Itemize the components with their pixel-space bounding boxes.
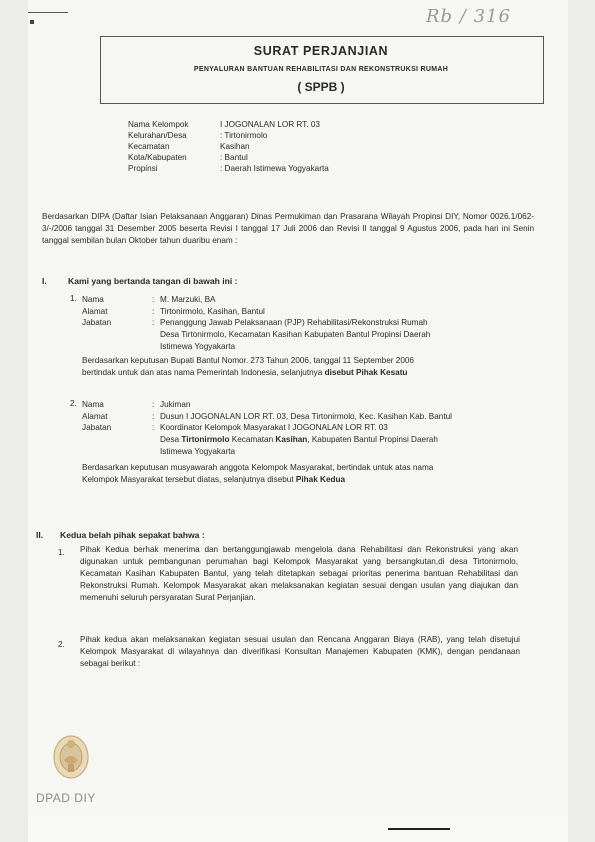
party-field-row xyxy=(82,317,428,329)
page-bottom xyxy=(28,815,568,842)
identity-label: Propinsi xyxy=(128,164,158,173)
party-basis: Berdasarkan keputusan Bupati Bantul Nomor. 273 Tahun 2006, tanggal 11 September 2006 xyxy=(82,356,414,365)
footer-rule xyxy=(388,828,450,830)
field-label: Nama xyxy=(82,400,104,409)
identity-row xyxy=(128,163,329,174)
identity-value: Kasihan xyxy=(220,142,250,151)
party-field-row xyxy=(82,306,265,318)
party-number: 2. xyxy=(70,399,77,408)
party-basis-line2 xyxy=(82,474,345,486)
group-identity-table xyxy=(128,119,329,174)
item-number: 2. xyxy=(58,640,65,649)
party-designation: Pihak Kedua xyxy=(295,475,346,484)
jabatan-text: Desa xyxy=(160,435,182,444)
party-number: 1. xyxy=(70,294,77,303)
party-basis: Berdasarkan keputusan musyawarah anggota Kelompok Masyarakat, bertindak untuk atas nama xyxy=(82,463,434,472)
basis-text: bertindak untuk dan atas nama Pemerintah Indonesia, selanjutnya xyxy=(82,368,325,377)
basis-text: Kelompok Masyarakat tersebut diatas, selanjutnya disebut xyxy=(82,475,296,484)
agreement-item: Pihak kedua akan melaksanakan kegiatan sesuai usulan dan Rencana Anggaran Biaya (RAB), yang telah disetujui Kelompok Masyarakat di wilayahnya dan diverifikasi Konsultan Manajemen Kabupaten (KMK), dengan pendanaan sebagai berikut : xyxy=(80,635,520,668)
district-name: Kasihan xyxy=(275,435,308,444)
watermark: DPAD DIY xyxy=(36,791,96,805)
field-value: Penanggung Jawab Pelaksanaan (PJP) Rehabilitasi/Rekonstruksi Rumah xyxy=(160,318,428,327)
party-field-row xyxy=(82,294,216,306)
field-value: Dusun I JOGONALAN LOR RT. 03, Desa Tirtonirmolo, Kec. Kasihan Kab. Bantul xyxy=(160,411,452,421)
field-value: Tirtonirmolo, Kasihan, Bantul xyxy=(160,306,265,316)
party-basis-line2 xyxy=(82,367,407,379)
identity-row xyxy=(128,119,329,130)
identity-label: Kecamatan xyxy=(128,142,170,151)
jabatan-continuation xyxy=(160,434,438,446)
handwritten-archive-number: Rb / 316 xyxy=(426,6,511,27)
identity-label: Kota/Kabupaten xyxy=(128,153,187,162)
identity-row xyxy=(128,141,329,152)
party-field-row xyxy=(82,422,388,434)
field-label: Jabatan xyxy=(82,318,112,327)
jabatan-text: Kecamatan xyxy=(229,435,276,444)
field-colon: : xyxy=(152,295,155,304)
jabatan-text: , Kabupaten Bantul Propinsi Daerah xyxy=(307,435,438,444)
party-field-row xyxy=(82,399,191,411)
field-colon: : xyxy=(152,306,155,316)
identity-label: Kelurahan/Desa xyxy=(128,131,187,140)
document-title: SURAT PERJANJIAN xyxy=(253,44,389,58)
field-colon: : xyxy=(152,423,155,432)
field-label: Nama xyxy=(82,295,104,304)
identity-row xyxy=(128,130,329,141)
field-colon: : xyxy=(152,400,155,409)
identity-value: : Tirtonirmolo xyxy=(220,131,268,140)
dpad-seal-logo xyxy=(52,730,90,780)
section-title: Kami yang bertanda tangan di bawah ini : xyxy=(68,276,238,286)
field-label: Alamat xyxy=(82,306,108,316)
identity-value: : Bantul xyxy=(220,153,248,162)
field-label: Alamat xyxy=(82,411,108,421)
document-subtitle: PENYALURAN BANTUAN REHABILITASI DAN REKONSTRUKSI RUMAH xyxy=(193,66,449,73)
jabatan-continuation: Istimewa Yogyakarta xyxy=(160,447,236,456)
field-label: Jabatan xyxy=(82,423,112,432)
party-field-row xyxy=(82,411,452,423)
identity-row xyxy=(128,152,329,163)
identity-value: : Daerah Istimewa Yogyakarta xyxy=(220,164,329,173)
scan-tick xyxy=(30,20,34,24)
section-number: I. xyxy=(42,276,47,286)
field-value: Koordinator Kelompok Masyarakat I JOGONALAN LOR RT. 03 xyxy=(160,423,388,432)
village-name: Tirtonirmolo xyxy=(181,435,230,444)
field-colon: : xyxy=(152,318,155,327)
agreement-item: Pihak Kedua berhak menerima dan bertanggungjawab mengelola dana Rehabilitasi dan Rekonstruksi yang akan digunakan untuk pembangunan perumahan bagi Kelompok Masyarakat yang bersangkutan,di desa Tirtonirmolo, Kecamatan Kasihan Kabupaten Bantul, yang telah ditetapkan sebagai prioritas penerima bantuan Rehabilitasi dan Rekonstruksi Rumah. Kelompok Masyarakat akan melaksanakan kegiatan sesuai dengan usulan yang diajukan dan memenuhi seluruh persyaratan Surat Perjanjian. xyxy=(80,545,518,602)
party-designation: disebut Pihak Kesatu xyxy=(324,368,408,377)
field-value: M. Marzuki, BA xyxy=(160,295,216,304)
document-code: ( SPPB ) xyxy=(297,80,345,94)
field-colon: : xyxy=(152,411,155,421)
section-title: Kedua belah pihak sepakat bahwa : xyxy=(60,530,205,540)
item-number: 1. xyxy=(58,548,65,557)
field-value: Jukiman xyxy=(160,400,191,409)
jabatan-continuation: Istimewa Yogyakarta xyxy=(160,342,236,351)
identity-value: I JOGONALAN LOR RT. 03 xyxy=(220,120,320,129)
preamble-paragraph: Berdasarkan DIPA (Daftar Isian Pelaksanaan Anggaran) Dinas Permukiman dan Prasarana Wilayah Propinsi DIY, Nomor 0026.1/062-3/-/2006 tanggal 31 Desember 2005 beserta Revisi I tanggal 17 Juli 2006 dan Revisi II tanggal 9 Agustus 2006, pada hari ini Senin tanggal sembilan bulan Oktober tahun duaribu enam : xyxy=(42,212,534,245)
scan-mark xyxy=(28,12,68,13)
section-number: II. xyxy=(36,530,44,540)
identity-label: Nama Kelompok xyxy=(128,120,189,129)
jabatan-continuation: Desa Tirtonirmolo, Kecamatan Kasihan Kabupaten Bantul Propinsi Daerah xyxy=(160,330,431,339)
